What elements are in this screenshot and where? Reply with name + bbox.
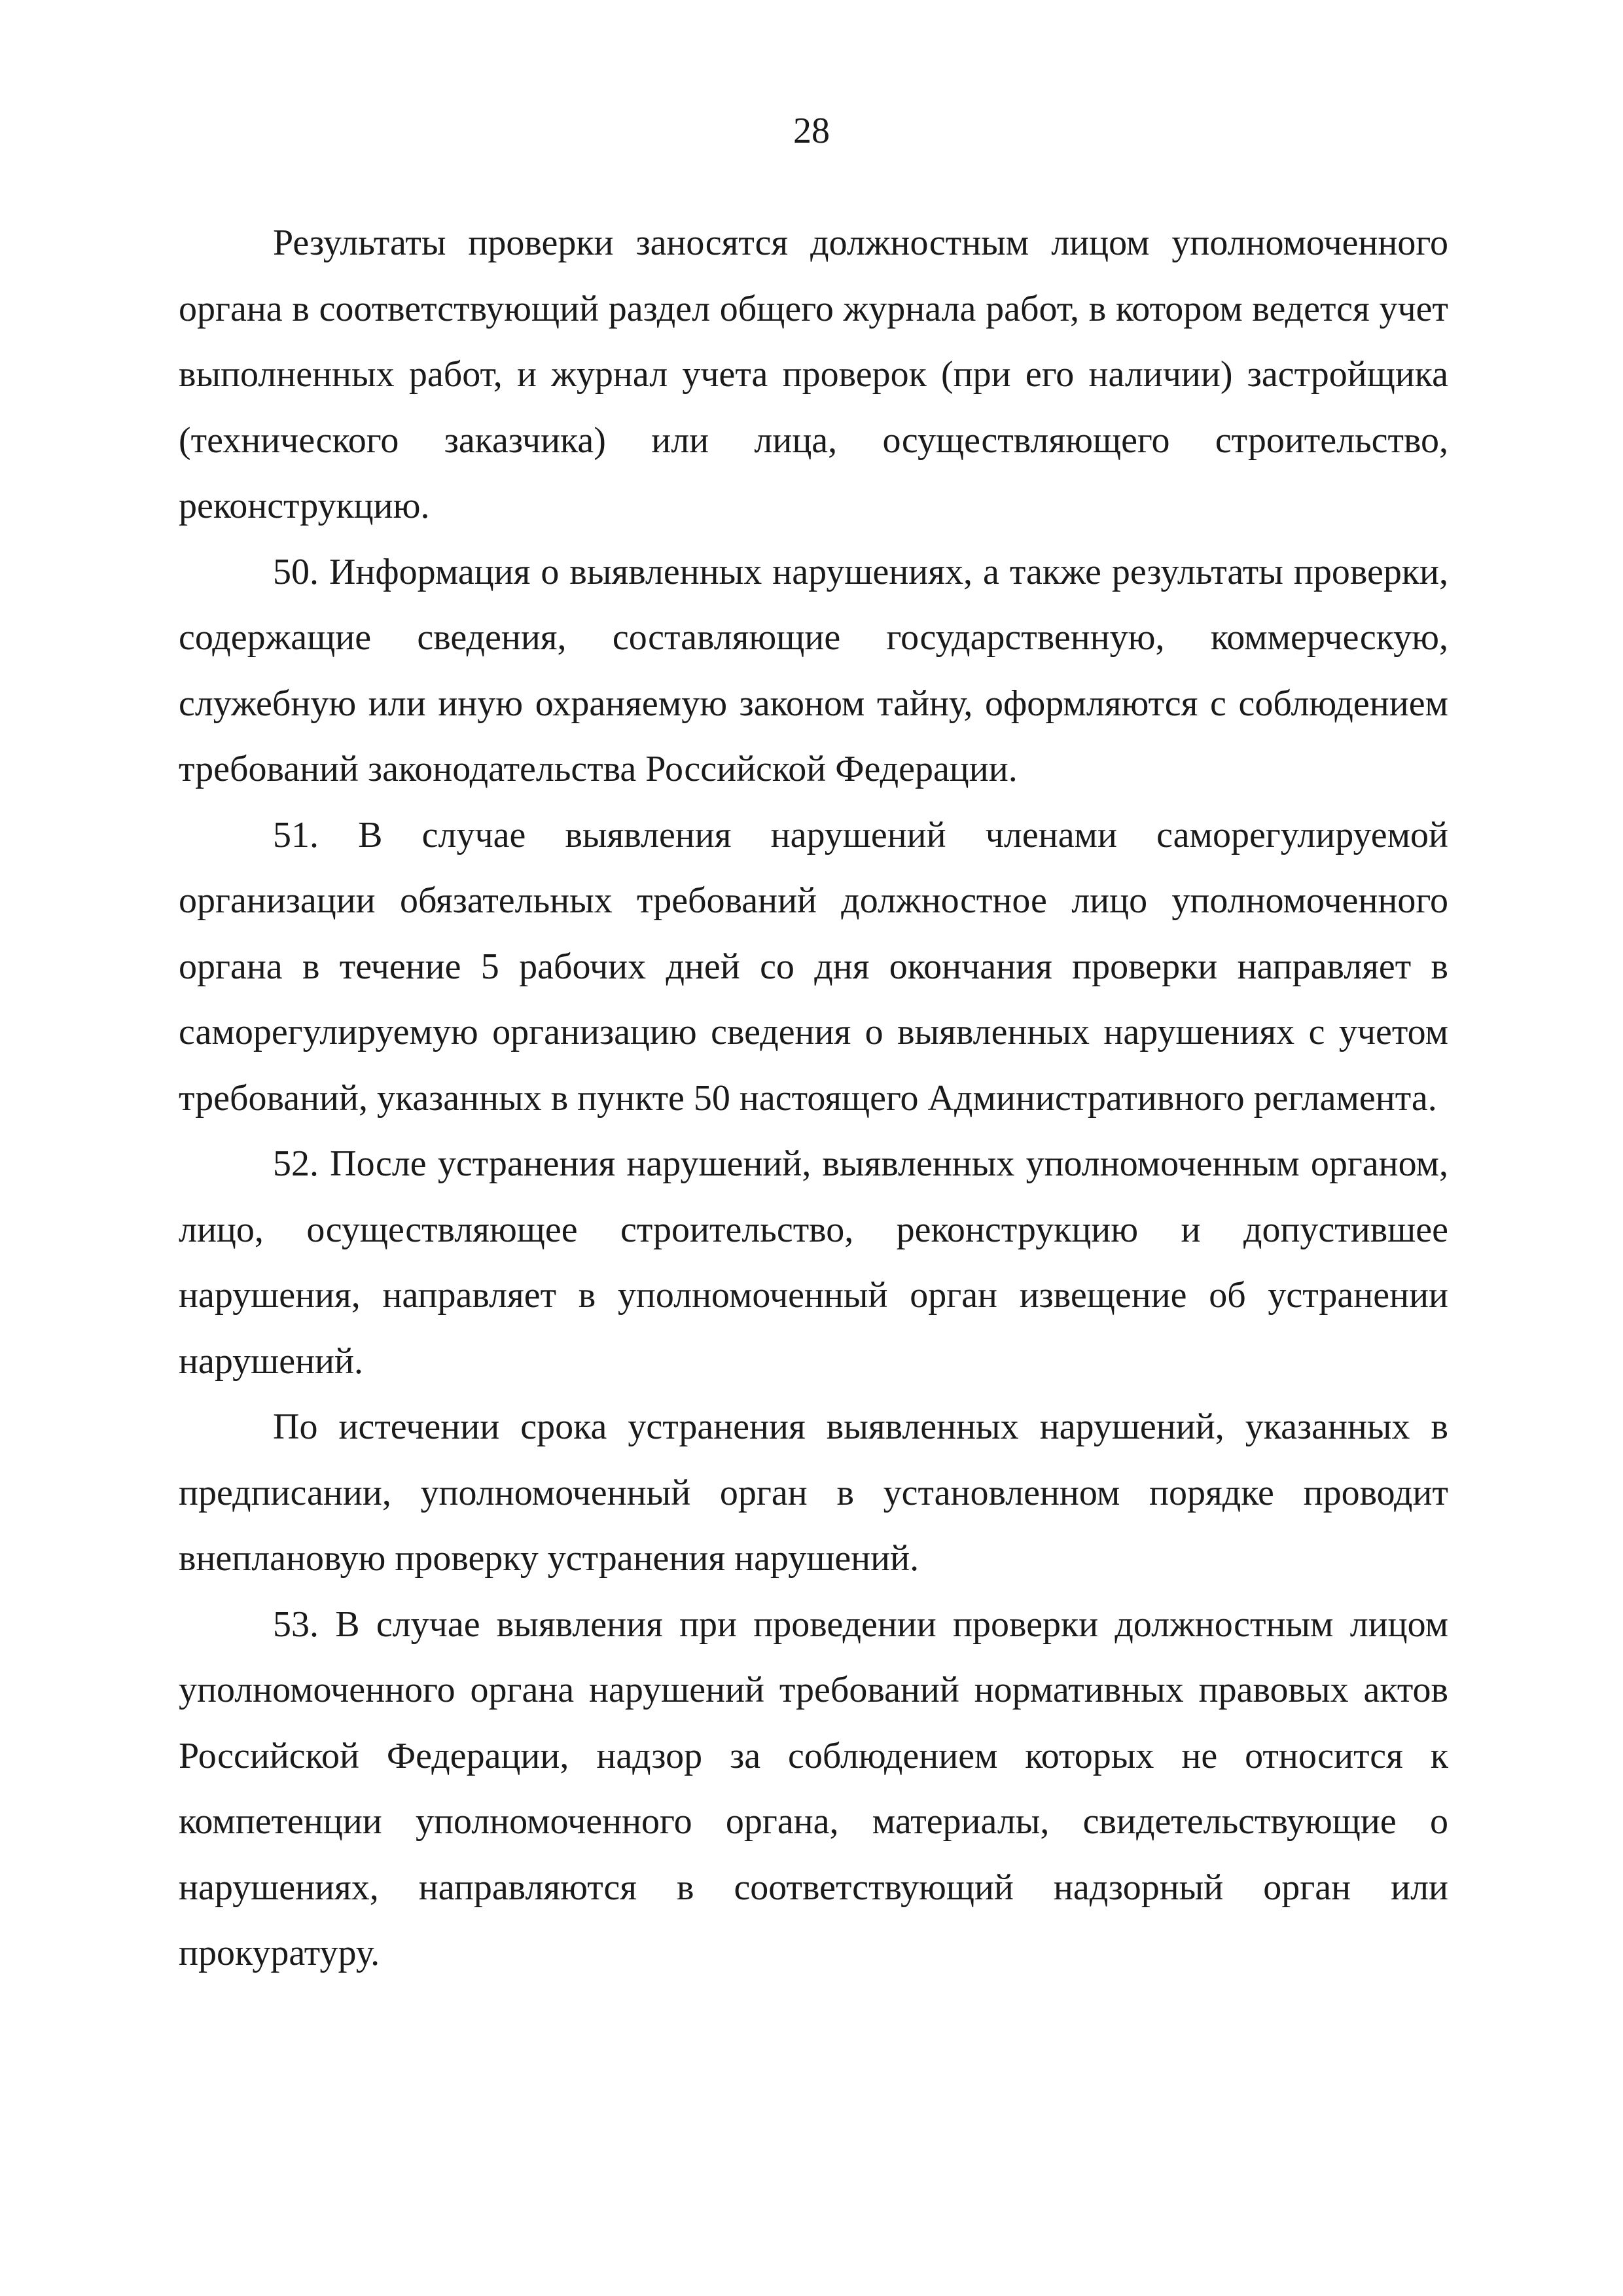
paragraph-unscheduled-inspection: По истечении срока устранения выявленных нарушений, указанных в предписании, уполномоченный орган в установленном порядке проводит внеплановую проверку устранения нарушений. [179,1407,1448,1579]
paragraph-item-51: 51. В случае выявления нарушений членами саморегулируемой организации обязательных требований должностное лицо уполномоченного органа в течение 5 рабочих дней со дня окончания проверки направляет в саморегулируемую организацию сведения о выявленных нарушениях с учетом требований, указанных в пункте 50 настоящего Административного регламента. [179,814,1448,1119]
paragraph-item-50: 50. Информация о выявленных нарушениях, а также результаты проверки, содержащие сведения, составляющие государственную, коммерческую, служебную или иную охраняемую законом тайну, оформляются с соблюдением требований законодательства Российской Федерации. [179,551,1448,789]
paragraph-item-52: 52. После устранения нарушений, выявленных уполномоченным органом, лицо, осуществляющее строительство, реконструкцию и допустившее нарушения, направляет в уполномоченный орган извещение об устранении нарушений. [179,1143,1448,1382]
document-body [179,210,1448,1986]
paragraph-results-recording: Результаты проверки заносятся должностным лицом уполномоченного органа в соответствующий раздел общего журнала работ, в котором ведется учет выполненных работ, и журнал учета проверок (при его наличии) застройщика (технического заказчика) или лица, осуществляющего строительство, реконструкцию. [179,223,1448,526]
paragraph-item-53: 53. В случае выявления при проведении проверки должностным лицом уполномоченного органа нарушений требований нормативных правовых актов Российской Федерации, надзор за соблюдением которых не относится к компетенции уполномоченного органа, материалы, свидетельствующие о нарушениях, направляются в соответствующий надзорный орган или прокуратуру. [179,1604,1448,1973]
page-number: 28 [793,111,830,151]
